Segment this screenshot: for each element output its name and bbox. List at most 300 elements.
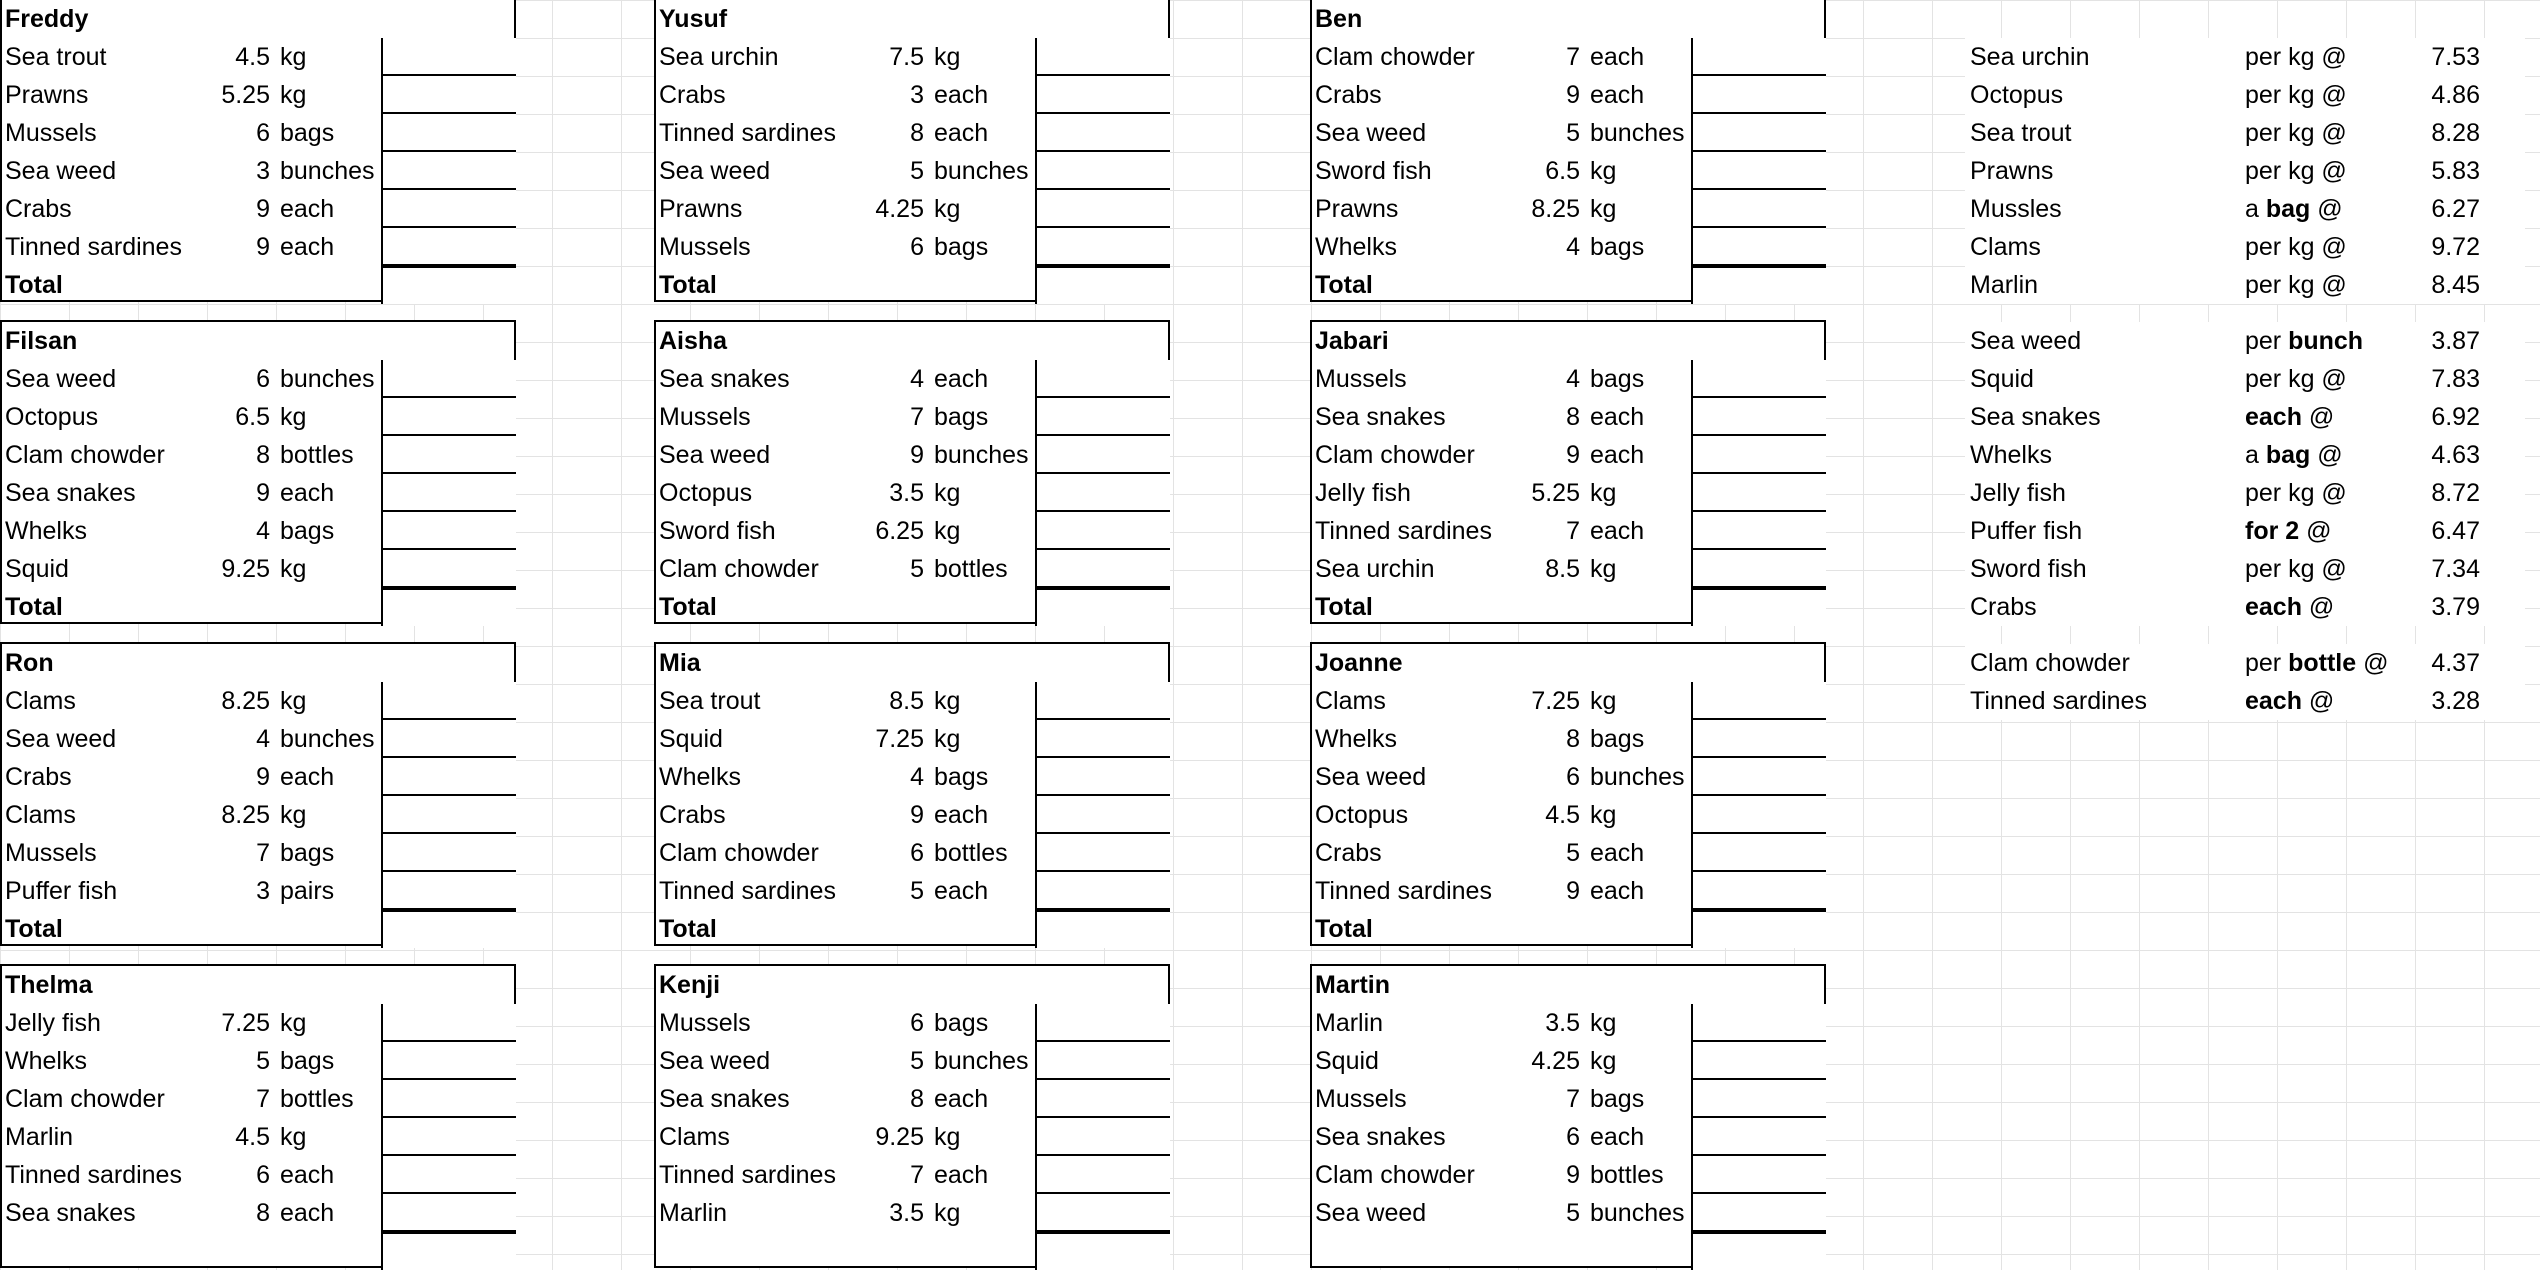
item-name[interactable]: Sea urchin [659,43,779,71]
item-quantity[interactable]: 3.5 [1545,1009,1580,1037]
item-quantity[interactable]: 4.5 [1545,801,1580,829]
total-cell[interactable] [381,588,516,626]
item-name[interactable]: Mussels [659,233,751,261]
cost-cell[interactable] [1035,1118,1170,1156]
customer-name[interactable]: Filsan [5,327,78,355]
item-name[interactable]: Mussels [5,839,97,867]
item-quantity[interactable]: 7 [1566,1085,1580,1113]
item-quantity[interactable]: 8 [256,1199,270,1227]
cost-cell[interactable] [381,758,516,796]
cost-cell[interactable] [1035,398,1170,436]
item-unit[interactable]: each [280,1161,335,1189]
item-quantity[interactable]: 9.25 [221,555,270,583]
item-unit[interactable]: bunches [1590,1199,1685,1227]
item-unit[interactable]: kg [1590,555,1617,583]
item-unit[interactable]: kg [280,555,307,583]
item-quantity[interactable]: 5.25 [221,81,270,109]
cost-cell[interactable] [1691,758,1826,796]
cost-cell[interactable] [1035,1004,1170,1042]
item-quantity[interactable]: 8.25 [221,801,270,829]
item-quantity[interactable]: 9 [256,479,270,507]
total-cell[interactable] [1691,910,1826,948]
price-item-name[interactable]: Prawns [1970,157,2054,185]
cost-cell[interactable] [1691,834,1826,872]
item-name[interactable]: Sea weed [659,157,771,185]
item-unit[interactable]: each [1590,839,1645,867]
item-name[interactable]: Squid [5,555,69,583]
price-value[interactable]: 7.53 [2431,43,2480,71]
cost-cell[interactable] [1035,796,1170,834]
customer-name[interactable]: Aisha [659,327,728,355]
item-unit[interactable]: kg [280,687,307,715]
item-name[interactable]: Sea weed [5,365,117,393]
item-unit[interactable]: kg [280,81,307,109]
cost-cell[interactable] [381,436,516,474]
price-item-name[interactable]: Whelks [1970,441,2052,469]
item-unit[interactable]: each [280,195,335,223]
customer-name[interactable]: Yusuf [659,5,728,33]
item-name[interactable]: Tinned sardines [659,119,836,147]
item-unit[interactable]: bags [1590,365,1645,393]
item-unit[interactable]: each [934,119,989,147]
item-name[interactable]: Crabs [5,763,72,791]
item-name[interactable]: Squid [1315,1047,1379,1075]
item-unit[interactable]: bunches [280,157,375,185]
item-unit[interactable]: bags [280,517,335,545]
price-unit-description[interactable] [2245,228,2380,266]
price-item-name[interactable]: Crabs [1970,593,2037,621]
item-name[interactable]: Mussels [659,1009,751,1037]
total-label[interactable]: Total [1315,271,1373,299]
item-name[interactable]: Sword fish [1315,157,1432,185]
item-quantity[interactable]: 9 [910,441,924,469]
item-unit[interactable]: each [1590,441,1645,469]
item-quantity[interactable]: 7 [910,1161,924,1189]
item-unit[interactable]: bags [934,763,989,791]
item-quantity[interactable]: 8 [256,441,270,469]
cost-cell[interactable] [381,796,516,834]
item-name[interactable]: Clam chowder [1315,441,1475,469]
item-name[interactable]: Tinned sardines [5,1161,182,1189]
price-item-name[interactable]: Mussles [1970,195,2062,223]
item-name[interactable]: Sea weed [1315,763,1427,791]
cost-cell[interactable] [1035,550,1170,588]
item-name[interactable]: Crabs [5,195,72,223]
cost-cell[interactable] [381,114,516,152]
item-unit[interactable]: each [934,801,989,829]
item-quantity[interactable]: 7 [256,839,270,867]
price-unit-description[interactable] [2245,682,2380,720]
item-unit[interactable]: kg [1590,687,1617,715]
item-quantity[interactable]: 6 [910,233,924,261]
item-unit[interactable]: kg [280,1009,307,1037]
item-name[interactable]: Mussels [5,119,97,147]
cost-cell[interactable] [1691,682,1826,720]
cost-cell[interactable] [381,398,516,436]
cost-cell[interactable] [1691,38,1826,76]
price-value[interactable]: 8.28 [2431,119,2480,147]
cost-cell[interactable] [1691,360,1826,398]
item-name[interactable]: Whelks [659,763,741,791]
total-label[interactable]: Total [1315,915,1373,943]
customer-name[interactable]: Joanne [1315,649,1403,677]
item-name[interactable]: Clam chowder [5,441,165,469]
item-quantity[interactable]: 8.5 [1545,555,1580,583]
item-quantity[interactable]: 5 [1566,1199,1580,1227]
item-name[interactable]: Sea weed [1315,1199,1427,1227]
item-quantity[interactable]: 5 [910,877,924,905]
item-quantity[interactable]: 8.25 [1531,195,1580,223]
price-unit-description[interactable] [2245,360,2380,398]
item-quantity[interactable]: 7 [256,1085,270,1113]
cost-cell[interactable] [1035,512,1170,550]
total-label[interactable]: Total [5,271,63,299]
item-unit[interactable]: bags [280,119,335,147]
price-value[interactable]: 9.72 [2431,233,2480,261]
price-item-name[interactable]: Clam chowder [1970,649,2130,677]
item-name[interactable]: Tinned sardines [659,1161,836,1189]
item-unit[interactable]: each [1590,517,1645,545]
item-name[interactable]: Sea urchin [1315,555,1435,583]
item-name[interactable]: Tinned sardines [1315,517,1492,545]
item-name[interactable]: Sea snakes [659,365,790,393]
item-quantity[interactable]: 9 [1566,441,1580,469]
cost-cell[interactable] [1035,872,1170,910]
item-unit[interactable]: each [934,1161,989,1189]
item-name[interactable]: Jelly fish [5,1009,101,1037]
cost-cell[interactable] [381,1080,516,1118]
cost-cell[interactable] [1691,1194,1826,1232]
total-label[interactable]: Total [659,271,717,299]
price-unit-description[interactable] [2245,76,2380,114]
cost-cell[interactable] [1035,474,1170,512]
item-quantity[interactable]: 7.25 [221,1009,270,1037]
item-quantity[interactable]: 4 [1566,233,1580,261]
item-unit[interactable]: bags [934,403,989,431]
customer-name[interactable]: Ron [5,649,54,677]
cost-cell[interactable] [1035,76,1170,114]
price-unit-description[interactable] [2245,38,2380,76]
item-name[interactable]: Sea trout [659,687,761,715]
item-unit[interactable]: bunches [280,725,375,753]
item-unit[interactable]: kg [934,687,961,715]
price-item-name[interactable]: Sea weed [1970,327,2082,355]
price-unit-description[interactable] [2245,644,2389,682]
item-quantity[interactable]: 5 [910,555,924,583]
item-name[interactable]: Sea weed [1315,119,1427,147]
cost-cell[interactable] [381,872,516,910]
item-name[interactable]: Sea snakes [5,479,136,507]
cost-cell[interactable] [1691,228,1826,266]
cost-cell[interactable] [1691,76,1826,114]
item-unit[interactable]: kg [1590,801,1617,829]
price-value[interactable]: 7.34 [2431,555,2480,583]
item-quantity[interactable]: 5 [256,1047,270,1075]
price-value[interactable]: 5.83 [2431,157,2480,185]
price-value[interactable]: 6.27 [2431,195,2480,223]
item-name[interactable]: Mussels [1315,365,1407,393]
total-cell[interactable] [1035,1232,1170,1270]
cost-cell[interactable] [1691,1004,1826,1042]
cost-cell[interactable] [381,1004,516,1042]
item-name[interactable]: Octopus [5,403,99,431]
item-name[interactable]: Prawns [1315,195,1399,223]
item-unit[interactable]: bottles [934,555,1008,583]
cost-cell[interactable] [1691,152,1826,190]
item-quantity[interactable]: 6 [1566,763,1580,791]
total-cell[interactable] [1691,266,1826,304]
item-name[interactable]: Octopus [659,479,753,507]
cost-cell[interactable] [1691,550,1826,588]
item-quantity[interactable]: 7 [1566,43,1580,71]
item-unit[interactable]: each [1590,877,1645,905]
total-cell[interactable] [1035,910,1170,948]
item-unit[interactable]: bunches [280,365,375,393]
item-name[interactable]: Clam chowder [1315,1161,1475,1189]
total-label[interactable]: Total [5,593,63,621]
cost-cell[interactable] [1691,1118,1826,1156]
item-quantity[interactable]: 7.5 [889,43,924,71]
item-quantity[interactable]: 8 [910,1085,924,1113]
item-quantity[interactable]: 9 [1566,877,1580,905]
item-name[interactable]: Sea weed [659,1047,771,1075]
item-quantity[interactable]: 9 [256,195,270,223]
item-quantity[interactable]: 5 [910,1047,924,1075]
item-name[interactable]: Clams [5,801,76,829]
cost-cell[interactable] [1035,228,1170,266]
price-item-name[interactable]: Puffer fish [1970,517,2083,545]
price-value[interactable]: 6.92 [2431,403,2480,431]
cost-cell[interactable] [1035,1042,1170,1080]
item-name[interactable]: Marlin [5,1123,74,1151]
item-quantity[interactable]: 3 [910,81,924,109]
item-unit[interactable]: pairs [280,877,335,905]
cost-cell[interactable] [1035,758,1170,796]
cost-cell[interactable] [1035,720,1170,758]
item-unit[interactable]: bottles [280,1085,354,1113]
cost-cell[interactable] [381,834,516,872]
item-name[interactable]: Sea snakes [1315,1123,1446,1151]
item-name[interactable]: Squid [659,725,723,753]
cost-cell[interactable] [1035,114,1170,152]
item-unit[interactable]: kg [280,403,307,431]
total-label[interactable]: Total [1315,593,1373,621]
item-unit[interactable]: kg [1590,479,1617,507]
cost-cell[interactable] [381,190,516,228]
price-unit-description[interactable] [2245,266,2380,304]
item-name[interactable]: Mussels [659,403,751,431]
item-unit[interactable]: kg [934,725,961,753]
item-quantity[interactable]: 6.5 [235,403,270,431]
price-unit-description[interactable] [2245,190,2380,228]
cost-cell[interactable] [1691,1080,1826,1118]
cost-cell[interactable] [1691,190,1826,228]
cost-cell[interactable] [381,512,516,550]
item-unit[interactable]: each [280,763,335,791]
item-quantity[interactable]: 4 [256,517,270,545]
price-item-name[interactable]: Sea snakes [1970,403,2101,431]
price-value[interactable]: 7.83 [2431,365,2480,393]
item-unit[interactable]: bags [934,233,989,261]
item-name[interactable]: Sea snakes [1315,403,1446,431]
item-unit[interactable]: kg [934,479,961,507]
cost-cell[interactable] [1035,1080,1170,1118]
item-name[interactable]: Sea weed [659,441,771,469]
price-value[interactable]: 8.45 [2431,271,2480,299]
cost-cell[interactable] [1691,1042,1826,1080]
customer-name[interactable]: Ben [1315,5,1363,33]
price-unit-description[interactable] [2245,322,2380,360]
item-unit[interactable]: each [934,1085,989,1113]
item-quantity[interactable]: 3 [256,157,270,185]
item-quantity[interactable]: 8.5 [889,687,924,715]
item-unit[interactable]: bunches [934,441,1029,469]
item-name[interactable]: Sea trout [5,43,107,71]
item-name[interactable]: Tinned sardines [1315,877,1492,905]
item-name[interactable]: Prawns [659,195,743,223]
item-quantity[interactable]: 9.25 [875,1123,924,1151]
price-unit-description[interactable] [2245,474,2380,512]
item-name[interactable]: Clam chowder [5,1085,165,1113]
item-unit[interactable]: bags [934,1009,989,1037]
cost-cell[interactable] [1691,398,1826,436]
price-item-name[interactable]: Squid [1970,365,2034,393]
item-name[interactable]: Sea snakes [659,1085,790,1113]
item-quantity[interactable]: 6.5 [1545,157,1580,185]
total-cell[interactable] [1691,1232,1826,1270]
cost-cell[interactable] [381,474,516,512]
item-unit[interactable]: bottles [934,839,1008,867]
price-unit-description[interactable] [2245,398,2380,436]
item-quantity[interactable]: 4 [1566,365,1580,393]
cost-cell[interactable] [1691,872,1826,910]
item-unit[interactable]: kg [934,1123,961,1151]
item-quantity[interactable]: 8 [1566,403,1580,431]
item-unit[interactable]: each [1590,81,1645,109]
item-name[interactable]: Mussels [1315,1085,1407,1113]
item-name[interactable]: Crabs [659,801,726,829]
cost-cell[interactable] [1035,190,1170,228]
item-quantity[interactable]: 9 [1566,1161,1580,1189]
total-cell[interactable] [381,266,516,304]
price-unit-description[interactable] [2245,588,2380,626]
cost-cell[interactable] [381,38,516,76]
item-name[interactable]: Clams [659,1123,730,1151]
item-quantity[interactable]: 4.5 [235,43,270,71]
item-quantity[interactable]: 8 [1566,725,1580,753]
item-name[interactable]: Whelks [5,517,87,545]
cost-cell[interactable] [1691,474,1826,512]
item-unit[interactable]: kg [934,1199,961,1227]
item-quantity[interactable]: 4.25 [875,195,924,223]
item-quantity[interactable]: 8 [910,119,924,147]
item-name[interactable]: Tinned sardines [5,233,182,261]
cost-cell[interactable] [381,1118,516,1156]
item-unit[interactable]: kg [1590,157,1617,185]
item-unit[interactable]: each [280,233,335,261]
item-name[interactable]: Whelks [1315,233,1397,261]
cost-cell[interactable] [381,1042,516,1080]
item-unit[interactable]: bottles [280,441,354,469]
cost-cell[interactable] [1691,796,1826,834]
price-item-name[interactable]: Jelly fish [1970,479,2066,507]
cost-cell[interactable] [1035,152,1170,190]
price-unit-description[interactable] [2245,114,2380,152]
cost-cell[interactable] [1691,114,1826,152]
item-quantity[interactable]: 9 [910,801,924,829]
item-unit[interactable]: bunches [934,1047,1029,1075]
item-quantity[interactable]: 8.25 [221,687,270,715]
cost-cell[interactable] [1035,1156,1170,1194]
item-quantity[interactable]: 7.25 [1531,687,1580,715]
total-cell[interactable] [1691,588,1826,626]
item-unit[interactable]: bags [1590,1085,1645,1113]
cost-cell[interactable] [381,550,516,588]
customer-name[interactable]: Jabari [1315,327,1389,355]
cost-cell[interactable] [1035,38,1170,76]
item-name[interactable]: Sea weed [5,725,117,753]
item-unit[interactable]: each [1590,43,1645,71]
price-item-name[interactable]: Clams [1970,233,2041,261]
item-quantity[interactable]: 7.25 [875,725,924,753]
cost-cell[interactable] [1035,360,1170,398]
item-name[interactable]: Sword fish [659,517,776,545]
price-value[interactable]: 4.86 [2431,81,2480,109]
cost-cell[interactable] [381,1156,516,1194]
item-unit[interactable]: bags [1590,725,1645,753]
cost-cell[interactable] [1035,1194,1170,1232]
item-unit[interactable]: bunches [1590,119,1685,147]
item-quantity[interactable]: 7 [1566,517,1580,545]
item-name[interactable]: Marlin [659,1199,728,1227]
item-quantity[interactable]: 9 [256,233,270,261]
item-unit[interactable]: each [1590,403,1645,431]
item-quantity[interactable]: 3.5 [889,479,924,507]
item-quantity[interactable]: 4.25 [1531,1047,1580,1075]
cost-cell[interactable] [381,360,516,398]
price-item-name[interactable]: Tinned sardines [1970,687,2147,715]
item-unit[interactable]: each [280,1199,335,1227]
price-value[interactable]: 4.63 [2431,441,2480,469]
total-cell[interactable] [381,910,516,948]
price-item-name[interactable]: Sea urchin [1970,43,2090,71]
cost-cell[interactable] [1691,512,1826,550]
item-quantity[interactable]: 4 [256,725,270,753]
item-name[interactable]: Sea weed [5,157,117,185]
cost-cell[interactable] [1691,436,1826,474]
item-unit[interactable]: kg [934,43,961,71]
item-quantity[interactable]: 4 [910,365,924,393]
item-name[interactable]: Sea snakes [5,1199,136,1227]
item-unit[interactable]: kg [280,1123,307,1151]
price-item-name[interactable]: Marlin [1970,271,2039,299]
price-value[interactable]: 3.79 [2431,593,2480,621]
item-name[interactable]: Crabs [1315,839,1382,867]
item-name[interactable]: Prawns [5,81,89,109]
price-value[interactable]: 4.37 [2431,649,2480,677]
item-quantity[interactable]: 3 [256,877,270,905]
item-quantity[interactable]: 5 [1566,839,1580,867]
item-name[interactable]: Whelks [1315,725,1397,753]
customer-name[interactable]: Mia [659,649,701,677]
item-name[interactable]: Crabs [659,81,726,109]
item-name[interactable]: Clam chowder [1315,43,1475,71]
item-unit[interactable]: each [934,877,989,905]
cost-cell[interactable] [381,720,516,758]
item-name[interactable]: Jelly fish [1315,479,1411,507]
item-name[interactable]: Tinned sardines [659,877,836,905]
cost-cell[interactable] [381,228,516,266]
